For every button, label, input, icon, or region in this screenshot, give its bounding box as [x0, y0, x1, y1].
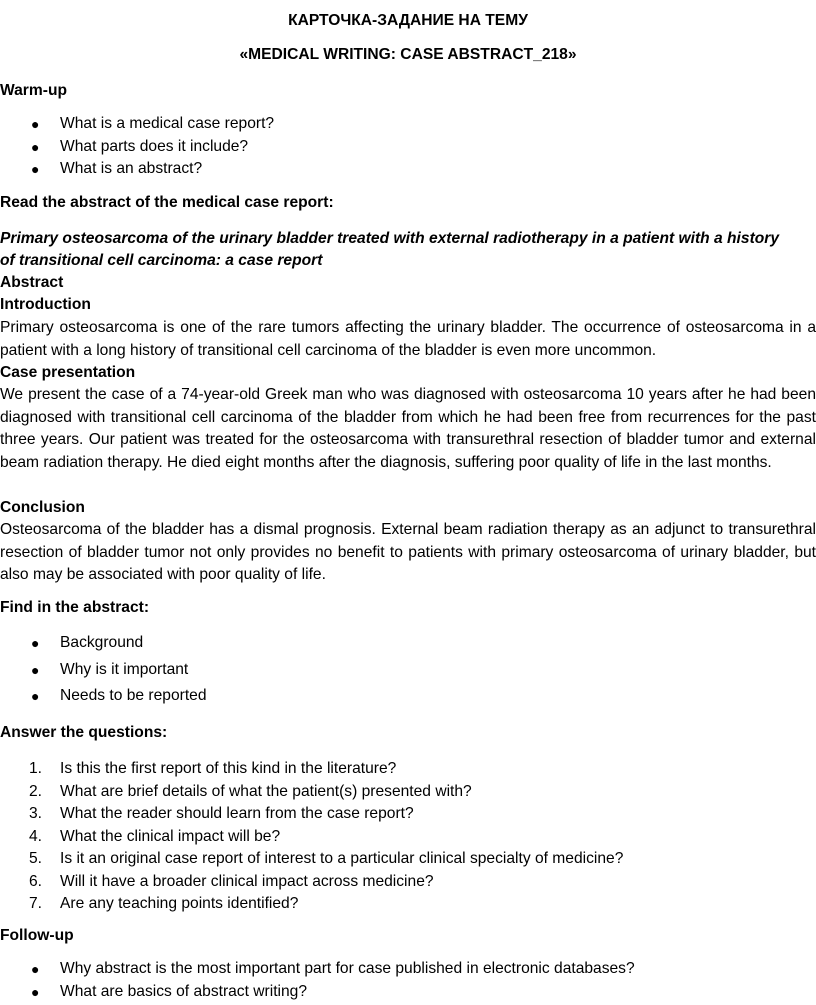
introduction-text: Primary osteosarcoma is one of the rare tumors affecting the urinary bladder. The occurrence of osteosarcoma in a patient with a long history of transitional cell carcinoma of the bladder is even more uncommon.	[0, 319, 816, 359]
find-list	[0, 632, 816, 712]
warmup-heading: Warm-up	[0, 82, 67, 99]
list-item: 5. Is it an original case report of interest to a particular clinical specialty of medicine?	[29, 850, 624, 867]
list-item: 4. What the clinical impact will be?	[29, 827, 281, 845]
list-item: 3. What the reader should learn from the case report?	[29, 805, 414, 822]
page-title-line2: «MEDICAL WRITING: CASE ABSTRACT_218»	[239, 46, 577, 63]
list-item: 7. Are any teaching points identified?	[29, 895, 299, 912]
list-item: ● Why abstract is the most important part for case published in electronic databases?	[0, 958, 816, 981]
bullet-icon: ●	[31, 688, 40, 704]
list-item: ● Background	[0, 632, 816, 659]
case-presentation-label: Case presentation	[0, 364, 136, 381]
case-presentation-text: We present the case of a 74-year-old Greek man who was diagnosed with osteosarcoma 10 years after he had been diagnosed with transitional cell carcinoma of the bladder from which he had been free from recurrences for the past three years. Our patient was treated for the osteosarcoma with transurethral resection of bladder tumor and external beam radiation therapy. He died eight months after the diagnosis, suffering poor quality of life in the last months.	[0, 386, 816, 471]
list-item: ● What parts does it include?	[0, 136, 816, 159]
warmup-list	[0, 113, 816, 181]
list-item: ● What are basics of abstract writing?	[0, 981, 816, 1004]
answer-list	[0, 758, 816, 916]
introduction-label: Introduction	[0, 296, 91, 313]
followup-heading: Follow-up	[0, 927, 74, 944]
find-heading: Find in the abstract:	[0, 599, 150, 616]
list-item: ● What is an abstract?	[0, 158, 816, 181]
list-item: ● What is a medical case report?	[0, 113, 816, 136]
bullet-icon: ●	[31, 116, 40, 132]
list-item: 6. Will it have a broader clinical impact across medicine?	[29, 872, 434, 890]
answer-heading: Answer the questions:	[0, 724, 168, 741]
bullet-icon: ●	[31, 138, 40, 155]
article-title-line1: Primary osteosarcoma of the urinary bladder treated with external radiotherapy in a patient with a history	[0, 230, 780, 247]
followup-list	[0, 958, 816, 1003]
bullet-icon: ●	[31, 635, 40, 651]
bullet-icon: ●	[31, 961, 40, 977]
bullet-icon: ●	[31, 661, 40, 678]
conclusion-text: Osteosarcoma of the bladder has a dismal prognosis. External beam radiation therapy as an adjunct to transurethral resection of bladder tumor not only provides no benefit to patients with primary osteosarcoma of urinary bladder, but also may be associated with poor quality of life.	[0, 521, 816, 583]
abstract-label: Abstract	[0, 274, 64, 291]
read-heading: Read the abstract of the medical case report:	[0, 194, 334, 211]
conclusion-label: Conclusion	[0, 499, 85, 516]
list-item: 2. What are brief details of what the patient(s) presented with?	[29, 782, 472, 800]
bullet-icon: ●	[31, 161, 40, 177]
list-item: 1. Is this the first report of this kind in the literature?	[29, 760, 397, 777]
page-title-line1: КАРТОЧКА-ЗАДАНИЕ НА ТЕМУ	[288, 12, 528, 29]
list-item: ● Why is it important	[0, 659, 816, 686]
article-title-line2: of transitional cell carcinoma: a case report	[0, 252, 323, 269]
bullet-icon: ●	[31, 983, 40, 1000]
list-item: ● Needs to be reported	[0, 685, 816, 712]
